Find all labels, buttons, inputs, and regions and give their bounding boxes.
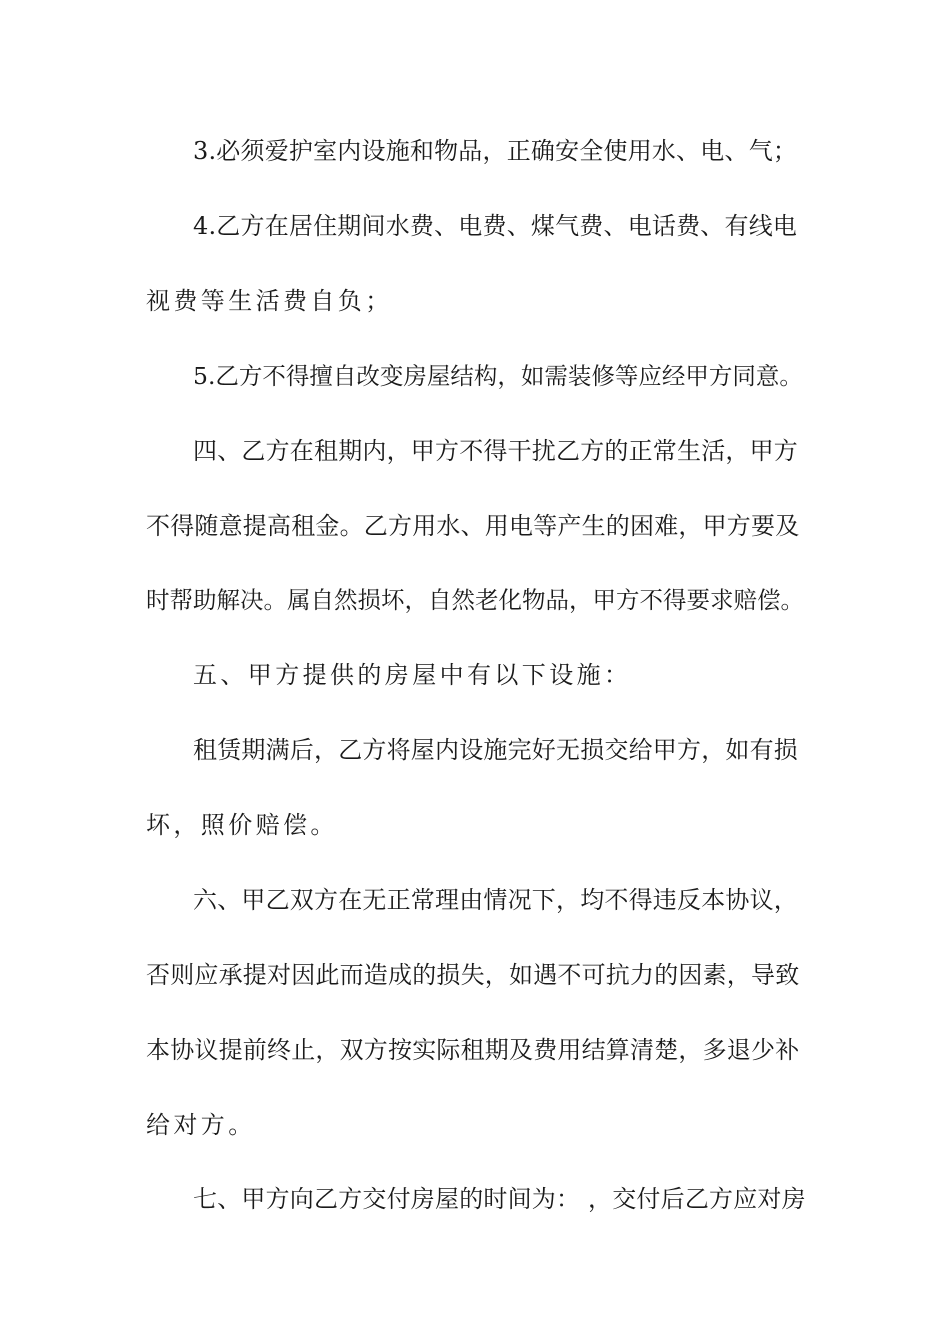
- paragraph-line: 否则应承提对因此而造成的损失，如遇不可抗力的因素，导致: [146, 961, 800, 989]
- paragraph-line: 租赁期满后，乙方将屋内设施完好无损交给甲方，如有损: [193, 736, 798, 764]
- paragraph-line: 时帮助解决。属自然损坏，自然老化物品，甲方不得要求赔偿。: [146, 586, 804, 614]
- paragraph-line: 4.乙方在居住期间水费、电费、煤气费、电话费、有线电: [193, 212, 798, 240]
- paragraph-line: 3.必须爱护室内设施和物品，正确安全使用水、电、气；: [193, 137, 798, 165]
- paragraph-line: 六、甲乙双方在无正常理由情况下，均不得违反本协议，: [193, 886, 798, 914]
- paragraph-line: 七、甲方向乙方交付房屋的时间为： ，交付后乙方应对房: [193, 1185, 806, 1213]
- paragraph-line: 坏，照价赔偿。: [146, 811, 338, 839]
- paragraph-line: 5.乙方不得擅自改变房屋结构，如需装修等应经甲方同意。: [193, 362, 803, 390]
- paragraph-line: 给对方。: [146, 1111, 256, 1139]
- paragraph-line: 不得随意提高租金。乙方用水、用电等产生的困难，甲方要及: [146, 512, 800, 540]
- paragraph-line: 视费等生活费自负；: [146, 287, 393, 315]
- paragraph-line: 五、甲方提供的房屋中有以下设施：: [193, 661, 632, 689]
- paragraph-line: 四、乙方在租期内，甲方不得干扰乙方的正常生活，甲方: [193, 437, 798, 465]
- paragraph-line: 本协议提前终止，双方按实际租期及费用结算清楚，多退少补: [146, 1036, 800, 1064]
